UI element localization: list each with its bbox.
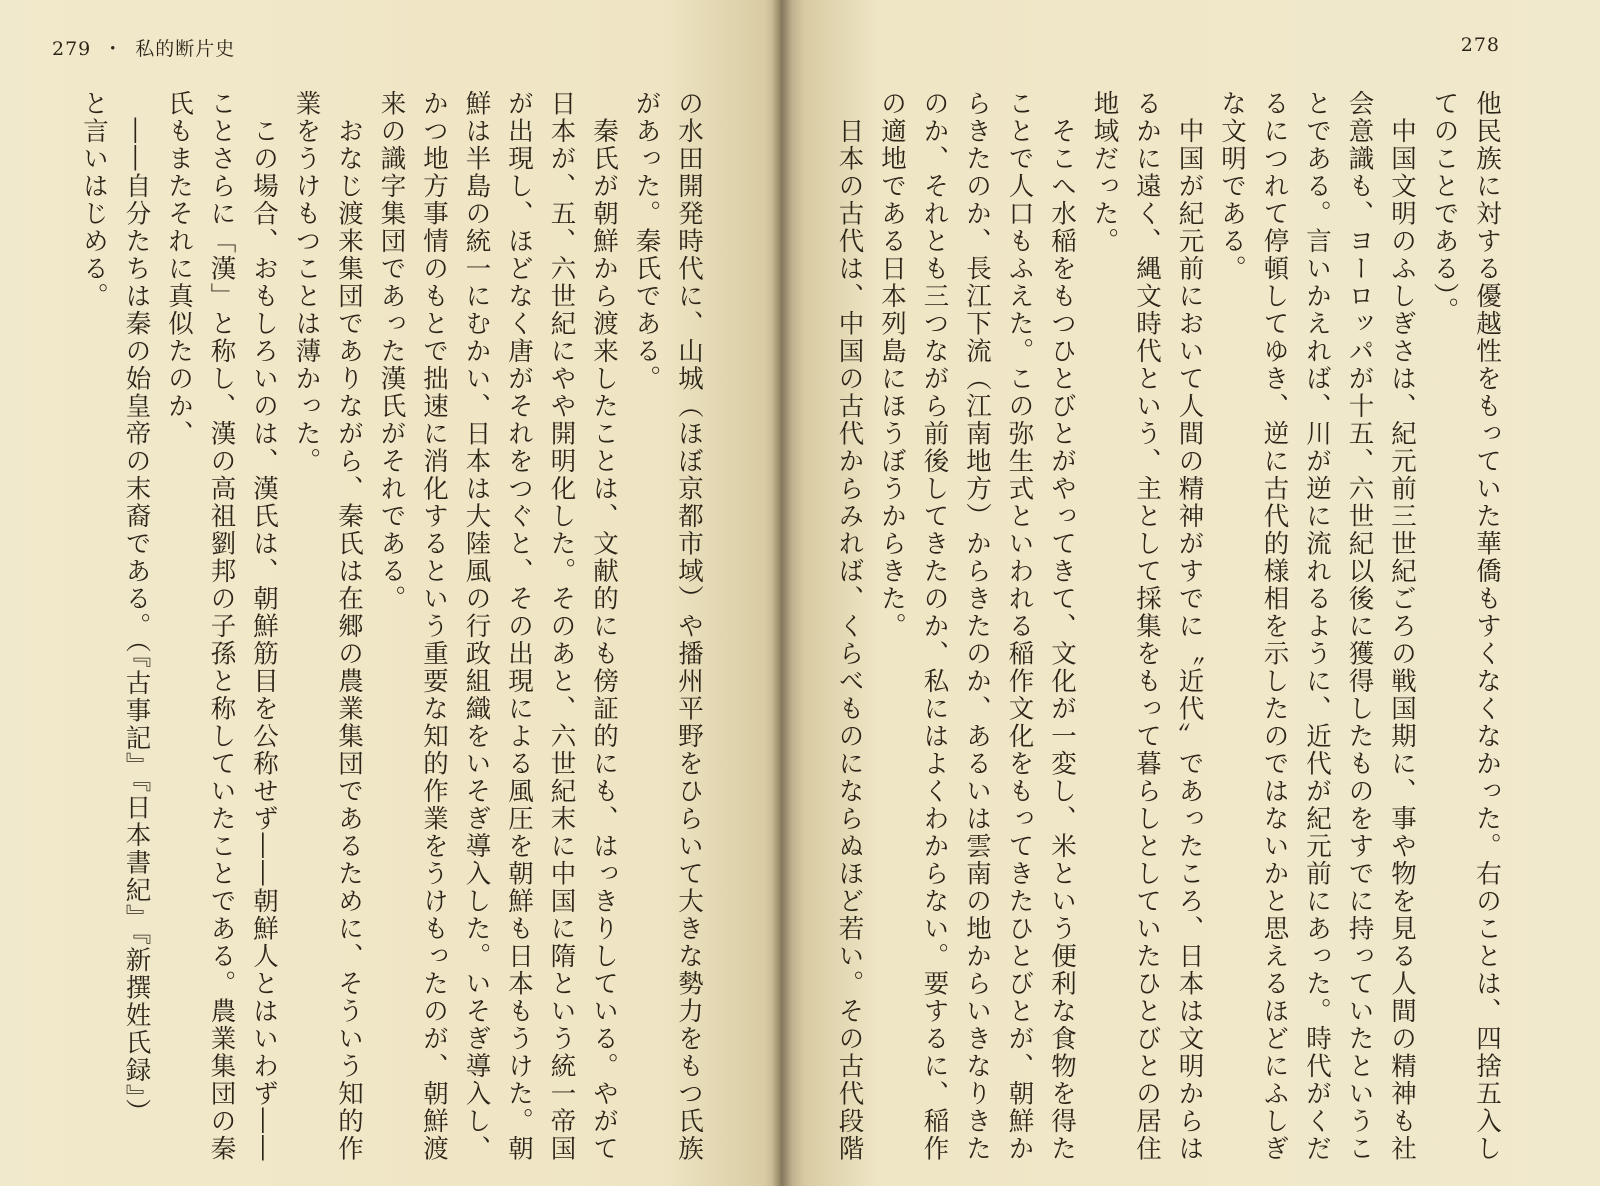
text-column: 地域だった。 [1089,90,1120,255]
text-column: この場合、おもしろいのは、漢氏は、朝鮮筋目を公称せず――朝鮮人とはいわず―― [249,90,279,1163]
left-page [0,0,780,1186]
text-column: とである。言いかえれば、川が逆に流れるように、近代が紀元前にあった。時代がくだ [1302,90,1332,1163]
text-column: 来の識字集団であった漢氏がそれである。 [376,90,407,613]
running-title: 私的断片史 [135,38,236,60]
text-column: てのことである）。 [1429,90,1460,325]
text-column: ことで人口もふえた。この弥生式といわれる稲作文化をもってきたひとびとが、朝鮮か [1004,90,1035,1163]
right-page-text [828,90,1508,1163]
text-column: ことさらに「漢」と称し、漢の高祖劉邦の子孫と称していたことである。農業集団の秦 [206,90,237,1163]
text-column: 日本が、五、六世紀にやや開明化した。そのあと、六世紀末に中国に隋という統一帝国 [546,90,577,1163]
header-separator: ・ [103,38,124,60]
text-column: ――自分たちは秦の始皇帝の末裔である。（『古事記』『日本書紀』『新撰姓氏録』） [121,90,152,1127]
right-page [780,0,1600,1186]
text-column: 中国が紀元前において人間の精神がすでに〝近代〟であったころ、日本は文明からは [1174,90,1205,1163]
right-page-header [1461,34,1500,56]
text-column: のか、それとも三つながら前後してきたのか、私にはよくわからない。要するに、稲作 [919,90,950,1163]
text-column: があった。秦氏である。 [631,90,662,393]
text-column: 日本の古代は、中国の古代からみれば、くらべものにならぬほど若い。その古代段階 [834,90,865,1163]
text-column: の水田開発時代に、山城（ほぼ京都市域）や播州平野をひらいて大きな勢力をもつ氏族 [674,90,704,1163]
text-column: が出現し、ほどなく唐がそれをつぐと、その出現による風圧を朝鮮も日本もうけた。朝 [504,90,534,1163]
text-column: と言いはじめる。 [79,90,109,310]
text-column: らきたのか、長江下流（江南地方）からきたのか、あるいは雲南の地からいきなりきた [962,90,992,1163]
text-column: 鮮は半島の統一にむかい、日本は大陸風の行政組織をいそぎ導入した。いそぎ導入し、 [461,90,492,1163]
left-page-header [52,34,235,61]
text-column: るにつれて停頓してゆき、逆に古代的様相を示したのではないかと思えるほどにふしぎ [1259,90,1290,1163]
left-page-number: 279 [52,38,92,60]
text-column: な文明である。 [1217,90,1247,283]
text-column: かつ地方事情のもとで拙速に消化するという重要な知的作業をうけもったのが、朝鮮渡 [419,90,449,1163]
text-column: の適地である日本列島にほうぼうからきた。 [877,90,907,640]
text-column: 会意識も、ヨーロッパが十五、六世紀以後に獲得したものをすでに持っていたというこ [1344,90,1375,1163]
book-gutter [772,0,792,1186]
text-column: 氏もまたそれに真似たのか、 [164,90,194,448]
text-column: そこへ水稲をもつひとびとがやってきて、文化が一変し、米という便利な食物を得た [1047,90,1077,1163]
text-column: るかに遠く、縄文時代という、主として採集をもって暮らしとしていたひとびとの居住 [1132,90,1162,1163]
right-page-number: 278 [1460,34,1500,56]
text-column: おなじ渡来集団でありながら、秦氏は在郷の農業集団であるために、そういう知的作 [334,90,364,1163]
text-column: 中国文明のふしぎさは、紀元前三世紀ごろの戦国期に、事や物を見る人間の精神も社 [1387,90,1417,1163]
left-page-text [70,90,710,1163]
text-column: 他民族に対する優越性をもっていた華僑もすくなくなかった。右のことは、四捨五入し [1472,90,1502,1163]
text-column: 秦氏が朝鮮から渡来したことは、文献的にも傍証的にも、はっきりしている。やがて [589,90,619,1163]
text-column: 業をうけもつことは薄かった。 [291,90,322,475]
